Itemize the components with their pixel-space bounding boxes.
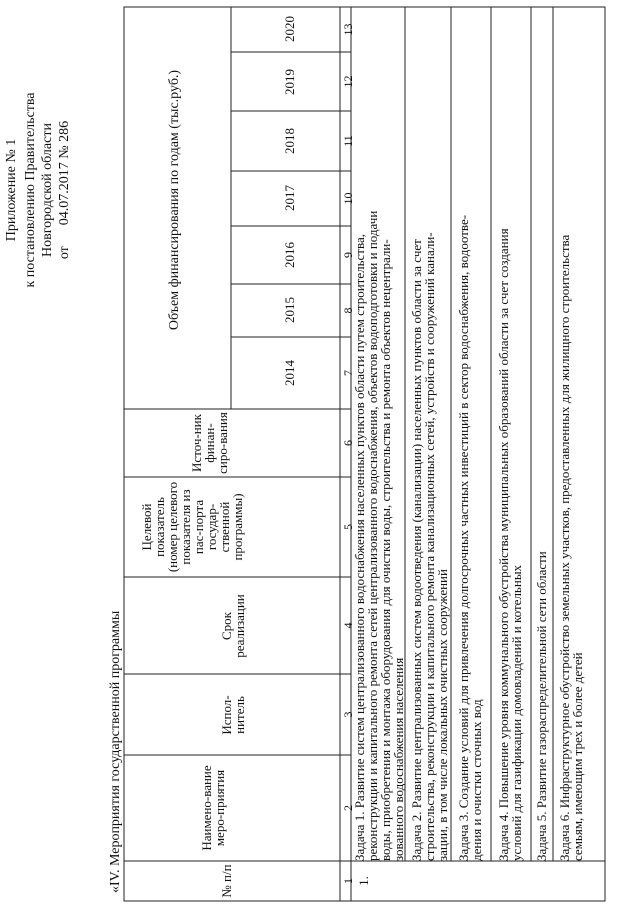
task-2 — [410, 71, 449, 861]
header-funding: Объем финансирования по годам (тыс.руб.) — [167, 69, 182, 331]
colnum-10: 10 — [341, 192, 355, 205]
year-2017: 2017 — [282, 185, 297, 211]
task-1-line-3: воды, приобретения и монтажа оборудования для очистки воды, строительства и ремонта объектов нецентрали- — [378, 239, 393, 861]
header-deadline: Срок реализации — [219, 594, 247, 658]
year-2016: 2016 — [282, 242, 297, 268]
header-executor: Испол-нитель — [219, 695, 247, 735]
task-6-line-1: Задача 6. Инфраструктурное обустройство земельных участков, предоставленных для жилищного строительства — [557, 234, 572, 861]
appendix-line-2: Новгородской области — [40, 123, 55, 257]
colnum-9: 9 — [341, 252, 355, 258]
task-6-line-2: семьям, имеющим трех и более детей — [570, 652, 585, 861]
year-2018: 2018 — [282, 128, 297, 154]
task-1-line-4: зованного водоснабжения населения — [391, 657, 406, 861]
header-indicator: Целевой показатель (номер целевого показателя из пас-порта государ-ственной программы) — [139, 481, 245, 573]
task-3 — [457, 71, 483, 861]
task-5-line-1: Задача 5. Развитие газораспределительной сети области — [534, 551, 549, 861]
task-2-line-2: строительства, реконструкции и капитального ремонта канализационных сетей, устройств и сооружений канали- — [422, 232, 437, 861]
year-2019: 2019 — [282, 69, 297, 95]
colnum-2: 2 — [341, 805, 355, 811]
task-2-line-3: зации, в том числе локальных очистных сооружений — [435, 569, 450, 861]
header-num: № п/п — [219, 864, 234, 898]
task-1-line-2: реконструкции и капитального ремонта сетей централизованного водоснабжения, объектов водоподготовки и подачи — [365, 210, 380, 861]
task-1 — [353, 71, 405, 861]
year-2014: 2014 — [282, 360, 297, 386]
colnum-7: 7 — [341, 370, 355, 376]
task-4-line-1: Задача 4. Повышение уровня коммунального обустройства муниципальных образований области за счет создания — [496, 228, 511, 861]
colnum-12: 12 — [341, 75, 355, 88]
colnum-4: 4 — [341, 622, 355, 629]
appendix-title: Приложение № 1 — [4, 138, 19, 242]
colnum-6: 6 — [341, 440, 355, 446]
task-5 — [535, 71, 548, 861]
task-4 — [497, 71, 523, 861]
section-title: «IV. Мероприятия государственной программы — [108, 610, 123, 893]
task-6 — [558, 71, 584, 861]
task-3-line-1: Задача 3. Создание условий для привлечения долгосрочных частных инвестиций в сектор водоснабжения, водоотве- — [456, 214, 471, 861]
header-name: Наимено-вание меро-приятия — [199, 765, 227, 851]
colnum-3: 3 — [341, 711, 355, 718]
year-2020: 2020 — [282, 16, 297, 42]
colnum-5: 5 — [341, 524, 355, 530]
date-prefix: от — [57, 246, 72, 260]
task-1-line-1: Задача 1. Развитие систем централизованного водоснабжения населенных пунктов области путем строительства, — [352, 234, 367, 861]
task-3-line-2: дения и очистки сточных вод — [469, 699, 484, 861]
header-source: Источ-ник финан-сиро-вания — [189, 412, 230, 474]
colnum-8: 8 — [341, 307, 355, 314]
colnum-11: 11 — [341, 135, 355, 147]
year-2015: 2015 — [282, 297, 297, 323]
row-number: 1. — [356, 876, 371, 886]
colnum-13: 13 — [341, 23, 355, 36]
date-value: 04.07.2017 № 286 — [57, 120, 72, 226]
appendix-line-1: к постановлению Правительства — [23, 92, 38, 288]
colnum-1: 1 — [341, 878, 355, 884]
task-4-line-2: условий для газификации домовладений и котельных — [509, 564, 524, 861]
task-2-line-1: Задача 2. Развитие централизованных систем водоотведения (канализации) населенных пунктов области за счет — [409, 239, 424, 861]
